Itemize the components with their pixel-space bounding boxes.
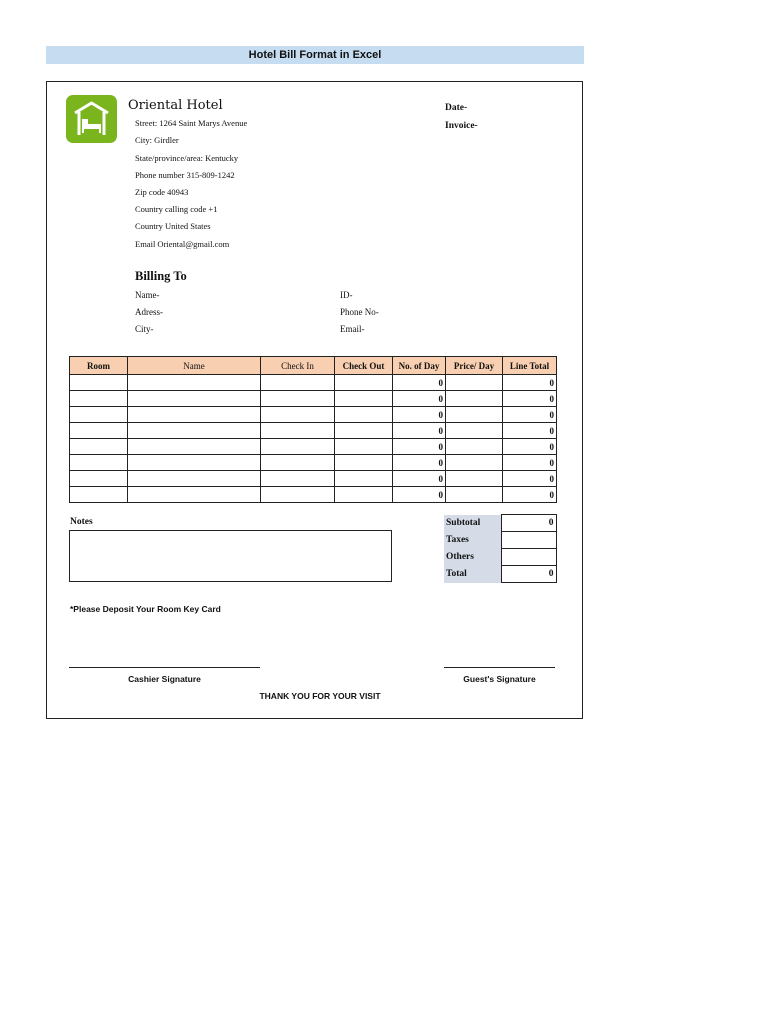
table-row (70, 423, 557, 439)
table-cell[interactable] (446, 487, 503, 503)
hotel-bed-icon (66, 95, 117, 143)
column-header: Name (128, 357, 261, 375)
table-cell[interactable] (70, 439, 128, 455)
column-header: Check Out (335, 357, 393, 375)
table-cell[interactable] (128, 423, 261, 439)
table-cell[interactable]: 0 (503, 423, 557, 439)
billing-phone-label: Phone No- (340, 307, 379, 317)
total-value[interactable]: 0 (501, 566, 556, 583)
table-cell[interactable] (128, 375, 261, 391)
table-cell[interactable] (128, 471, 261, 487)
table-cell[interactable]: 0 (393, 471, 446, 487)
table-cell[interactable] (261, 391, 335, 407)
table-cell[interactable] (70, 487, 128, 503)
column-header: Check In (261, 357, 335, 375)
billing-title: Billing To (135, 269, 187, 283)
table-cell[interactable] (128, 455, 261, 471)
table-cell[interactable] (335, 423, 393, 439)
guest-signature-label: Guest's Signature (463, 674, 536, 684)
totals-table (444, 514, 557, 583)
subtotal-label: Subtotal (444, 515, 501, 532)
table-cell[interactable] (335, 471, 393, 487)
billing-city-label: City- (135, 324, 154, 334)
billing-name-label: Name- (135, 290, 160, 300)
table-cell[interactable] (446, 375, 503, 391)
table-cell[interactable]: 0 (393, 439, 446, 455)
hotel-country: Country United States (135, 221, 211, 231)
table-cell[interactable] (446, 471, 503, 487)
table-cell[interactable]: 0 (393, 375, 446, 391)
billing-id-label: ID- (340, 290, 353, 300)
hotel-calling-code: Country calling code +1 (135, 204, 218, 214)
hotel-street: Street: 1264 Saint Marys Avenue (135, 118, 248, 128)
hotel-phone: Phone number 315-809-1242 (135, 170, 235, 180)
table-cell[interactable] (335, 455, 393, 471)
table-cell[interactable]: 0 (503, 471, 557, 487)
table-cell[interactable] (70, 471, 128, 487)
taxes-value[interactable] (501, 532, 556, 549)
table-cell[interactable] (261, 455, 335, 471)
column-header: Price/ Day (446, 357, 503, 375)
date-label: Date- (445, 103, 468, 113)
table-cell[interactable] (335, 439, 393, 455)
table-cell[interactable] (446, 455, 503, 471)
billing-address-label: Adress- (135, 307, 163, 317)
table-cell[interactable]: 0 (393, 487, 446, 503)
table-cell[interactable] (335, 407, 393, 423)
others-value[interactable] (501, 549, 556, 566)
table-cell[interactable] (261, 471, 335, 487)
table-cell[interactable]: 0 (393, 407, 446, 423)
table-cell[interactable] (261, 375, 335, 391)
table-cell[interactable]: 0 (393, 391, 446, 407)
table-cell[interactable] (128, 439, 261, 455)
table-row (70, 471, 557, 487)
table-cell[interactable] (261, 439, 335, 455)
table-cell[interactable] (261, 423, 335, 439)
table-row (70, 391, 557, 407)
hotel-state: State/province/area: Kentucky (135, 153, 239, 163)
table-cell[interactable] (261, 487, 335, 503)
table-cell[interactable] (128, 391, 261, 407)
invoice-label: Invoice- (445, 121, 478, 131)
cashier-signature-line (69, 667, 260, 668)
column-header: Line Total (503, 357, 557, 375)
page-title: Hotel Bill Format in Excel (46, 46, 584, 64)
table-cell[interactable]: 0 (503, 487, 557, 503)
guest-signature-line (444, 667, 555, 668)
table-cell[interactable]: 0 (503, 439, 557, 455)
table-row (70, 407, 557, 423)
thank-you-message: THANK YOU FOR YOUR VISIT (259, 691, 381, 701)
total-row (444, 566, 556, 583)
subtotal-row (444, 515, 556, 532)
hotel-zip: Zip code 40943 (135, 187, 189, 197)
table-cell[interactable] (70, 391, 128, 407)
table-cell[interactable] (446, 423, 503, 439)
hotel-name: Oriental Hotel (128, 98, 223, 113)
column-header: Room (70, 357, 128, 375)
table-cell[interactable] (70, 455, 128, 471)
taxes-label: Taxes (444, 532, 501, 549)
table-cell[interactable]: 0 (503, 407, 557, 423)
table-cell[interactable] (335, 375, 393, 391)
table-row (70, 375, 557, 391)
table-cell[interactable] (446, 391, 503, 407)
others-row (444, 549, 556, 566)
table-cell[interactable] (335, 487, 393, 503)
subtotal-value[interactable]: 0 (501, 515, 556, 532)
others-label: Others (444, 549, 501, 566)
notes-label: Notes (70, 517, 93, 527)
table-cell[interactable] (335, 391, 393, 407)
table-cell[interactable] (446, 407, 503, 423)
table-cell[interactable] (261, 407, 335, 423)
table-cell[interactable]: 0 (393, 455, 446, 471)
hotel-email: Email Oriental@gmail.com (135, 239, 230, 249)
table-cell[interactable] (128, 407, 261, 423)
table-cell[interactable]: 0 (503, 455, 557, 471)
deposit-note: *Please Deposit Your Room Key Card (70, 604, 221, 614)
items-header-row (70, 357, 557, 375)
table-row (70, 487, 557, 503)
hotel-city: City: Girdler (135, 135, 179, 145)
billing-email-label: Email- (340, 324, 365, 334)
table-cell[interactable] (70, 407, 128, 423)
items-table (69, 356, 557, 503)
column-header: No. of Day (393, 357, 446, 375)
table-cell[interactable] (70, 423, 128, 439)
table-cell[interactable]: 0 (503, 375, 557, 391)
cashier-signature-label: Cashier Signature (128, 674, 201, 684)
notes-field[interactable] (69, 530, 392, 582)
table-cell[interactable]: 0 (503, 391, 557, 407)
table-cell[interactable]: 0 (393, 423, 446, 439)
taxes-row (444, 532, 556, 549)
table-row (70, 439, 557, 455)
total-label: Total (444, 566, 501, 583)
table-cell[interactable] (128, 487, 261, 503)
table-cell[interactable] (446, 439, 503, 455)
table-cell[interactable] (70, 375, 128, 391)
table-row (70, 455, 557, 471)
